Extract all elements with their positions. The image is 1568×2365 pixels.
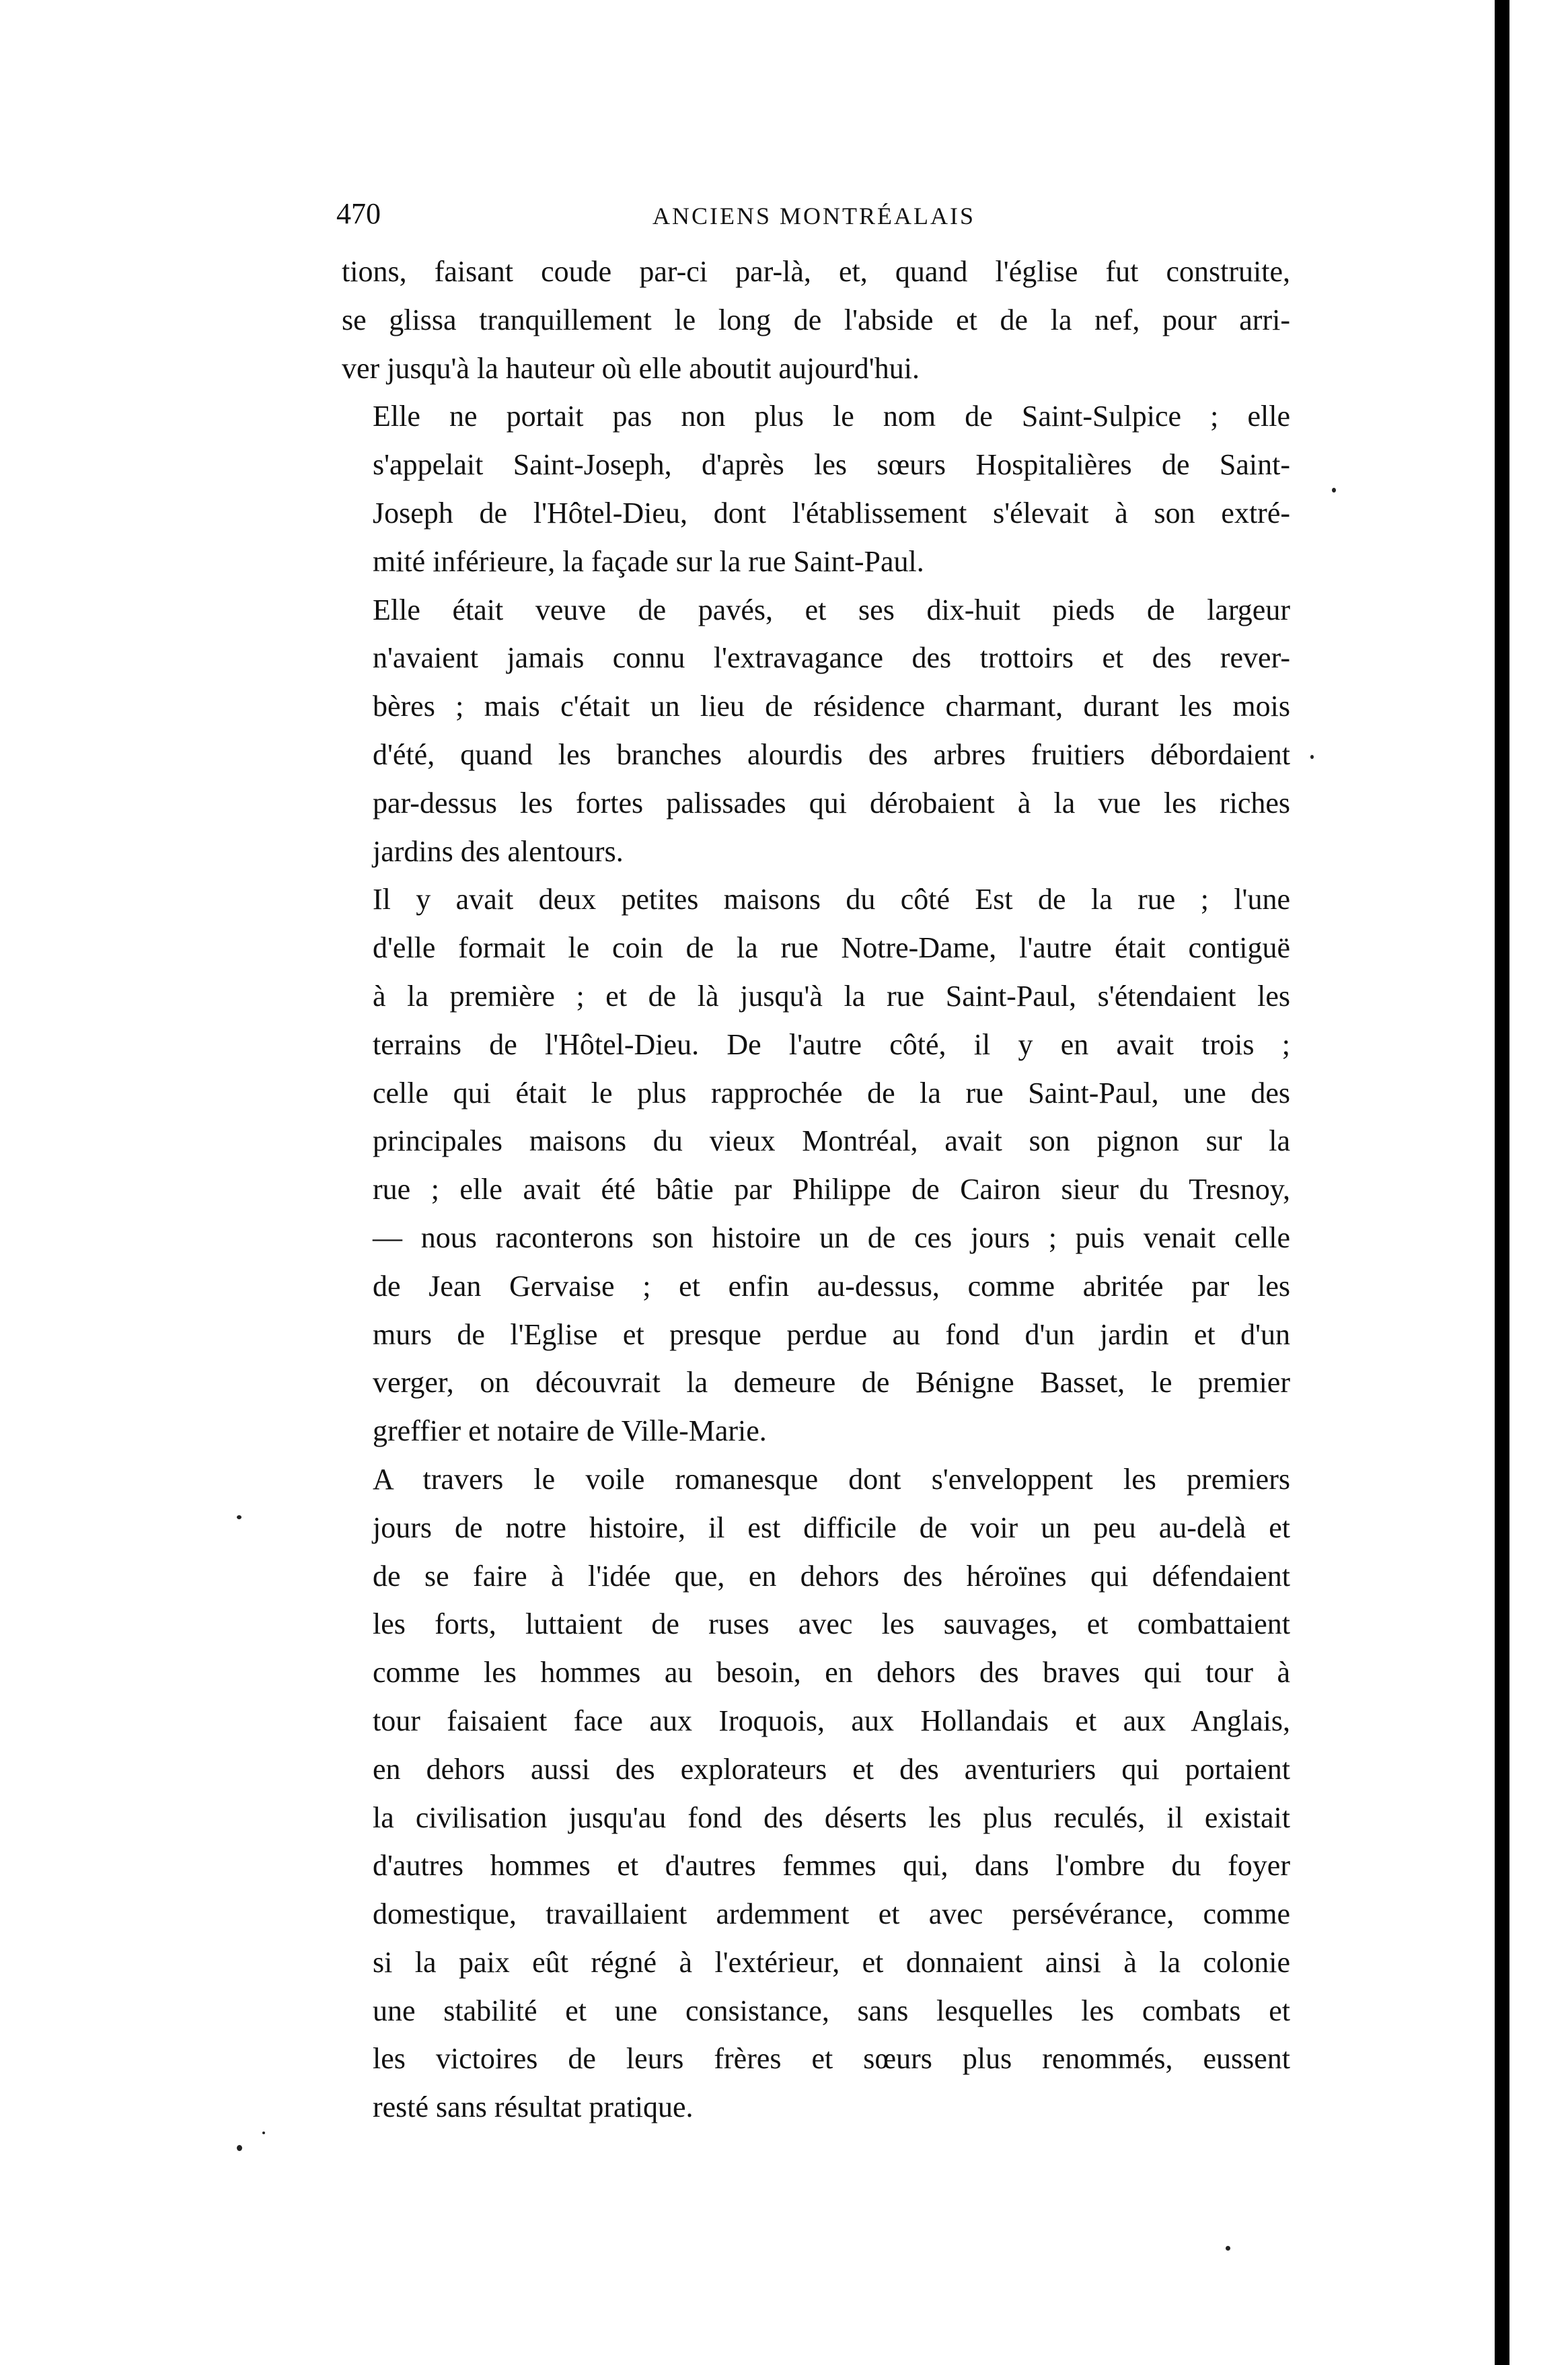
scan-speck — [237, 2145, 242, 2151]
text-line: terrains de l'Hôtel-Dieu. De l'autre côté, il y en avait trois ; — [373, 1027, 1290, 1061]
text-line: Elle était veuve de pavés, et ses dix-huit pieds de largeur — [373, 593, 1290, 626]
text-line: Joseph de l'Hôtel-Dieu, dont l'établissement s'élevait à son extré- — [373, 496, 1290, 530]
scan-speck — [1310, 755, 1314, 759]
text-line: n'avaient jamais connu l'extravagance des trottoirs et des rever- — [373, 641, 1290, 675]
text-line: si la paix eût régné à l'extérieur, et donnaient ainsi à la colonie — [373, 1945, 1290, 1979]
text-line: domestique, travaillaient ardemment et avec persévérance, comme — [373, 1897, 1290, 1931]
running-title: ANCIENS MONTRÉALAIS — [652, 203, 975, 229]
paragraph — [342, 248, 1290, 392]
text-line: A travers le voile romanesque dont s'enveloppent les premiers — [373, 1462, 1290, 1496]
text-line: la civilisation jusqu'au fond des déserts les plus reculés, il existait — [373, 1800, 1290, 1834]
text-line: murs de l'Eglise et presque perdue au fond d'un jardin et d'un — [373, 1317, 1290, 1351]
body-text — [342, 248, 1290, 2132]
text-line: s'appelait Saint-Joseph, d'après les sœurs Hospitalières de Saint- — [373, 448, 1290, 482]
text-line: à la première ; et de là jusqu'à la rue Saint-Paul, s'étendaient les — [373, 979, 1290, 1013]
text-line: d'autres hommes et d'autres femmes qui, dans l'ombre du foyer — [373, 1849, 1290, 1883]
scan-speck — [1332, 488, 1336, 493]
text-line: en dehors aussi des explorateurs et des aventuriers qui portaient — [373, 1752, 1290, 1786]
text-line: comme les hommes au besoin, en dehors des braves qui tour à — [373, 1656, 1290, 1689]
paragraph — [342, 875, 1290, 1455]
text-line: tions, faisant coude par-ci par-là, et, quand l'église fut construite, — [342, 255, 1290, 288]
text-line: — nous raconterons son histoire un de ces jours ; puis venait celle — [373, 1221, 1290, 1254]
page-number: 470 — [336, 197, 381, 230]
scan-border — [1495, 0, 1509, 2365]
text-line: verger, on découvrait la demeure de Bénigne Basset, le premier — [373, 1366, 1290, 1399]
text-line: de Jean Gervaise ; et enfin au-dessus, comme abritée par les — [373, 1269, 1290, 1303]
text-line: les victoires de leurs frères et sœurs plus renommés, eussent — [373, 2042, 1290, 2076]
paragraph — [342, 1455, 1290, 2132]
text-line: rue ; elle avait été bâtie par Philippe de Cairon sieur du Tresnoy, — [373, 1173, 1290, 1206]
text-line: par-dessus les fortes palissades qui dérobaient à la vue les riches — [373, 786, 1290, 820]
text-line: resté sans résultat pratique. — [373, 2090, 694, 2124]
text-line: de se faire à l'idée que, en dehors des héroïnes qui défendaient — [373, 1559, 1290, 1593]
text-line: d'été, quand les branches alourdis des arbres fruitiers débordaient — [373, 737, 1290, 771]
text-line: greffier et notaire de Ville-Marie. — [373, 1414, 767, 1448]
text-line: Elle ne portait pas non plus le nom de Saint-Sulpice ; elle — [373, 400, 1290, 433]
paragraph — [342, 586, 1290, 876]
text-line: tour faisaient face aux Iroquois, aux Hollandais et aux Anglais, — [373, 1704, 1290, 1737]
text-line: jardins des alentours. — [373, 834, 624, 868]
text-line: d'elle formait le coin de la rue Notre-Dame, l'autre était contiguë — [373, 931, 1290, 965]
text-line: se glissa tranquillement le long de l'abside et de la nef, pour arri- — [342, 303, 1290, 336]
text-line: bères ; mais c'était un lieu de résidence charmant, durant les mois — [373, 690, 1290, 723]
text-line: principales maisons du vieux Montréal, avait son pignon sur la — [373, 1124, 1290, 1158]
text-line: celle qui était le plus rapprochée de la rue Saint-Paul, une des — [373, 1076, 1290, 1109]
paragraph — [342, 392, 1290, 585]
scan-speck — [1226, 2246, 1230, 2251]
text-line: une stabilité et une consistance, sans lesquelles les combats et — [373, 1994, 1290, 2027]
page-header — [336, 196, 1292, 237]
scan-speck — [237, 1515, 241, 1519]
text-line: Il y avait deux petites maisons du côté Est de la rue ; l'une — [373, 883, 1290, 916]
text-line: jours de notre histoire, il est difficile de voir un peu au-delà et — [373, 1511, 1290, 1544]
scan-speck — [262, 2132, 265, 2134]
text-line: mité inférieure, la façade sur la rue Saint-Paul. — [373, 544, 924, 578]
text-line: ver jusqu'à la hauteur où elle aboutit aujourd'hui. — [342, 351, 920, 385]
text-line: les forts, luttaient de ruses avec les sauvages, et combattaient — [373, 1607, 1290, 1641]
